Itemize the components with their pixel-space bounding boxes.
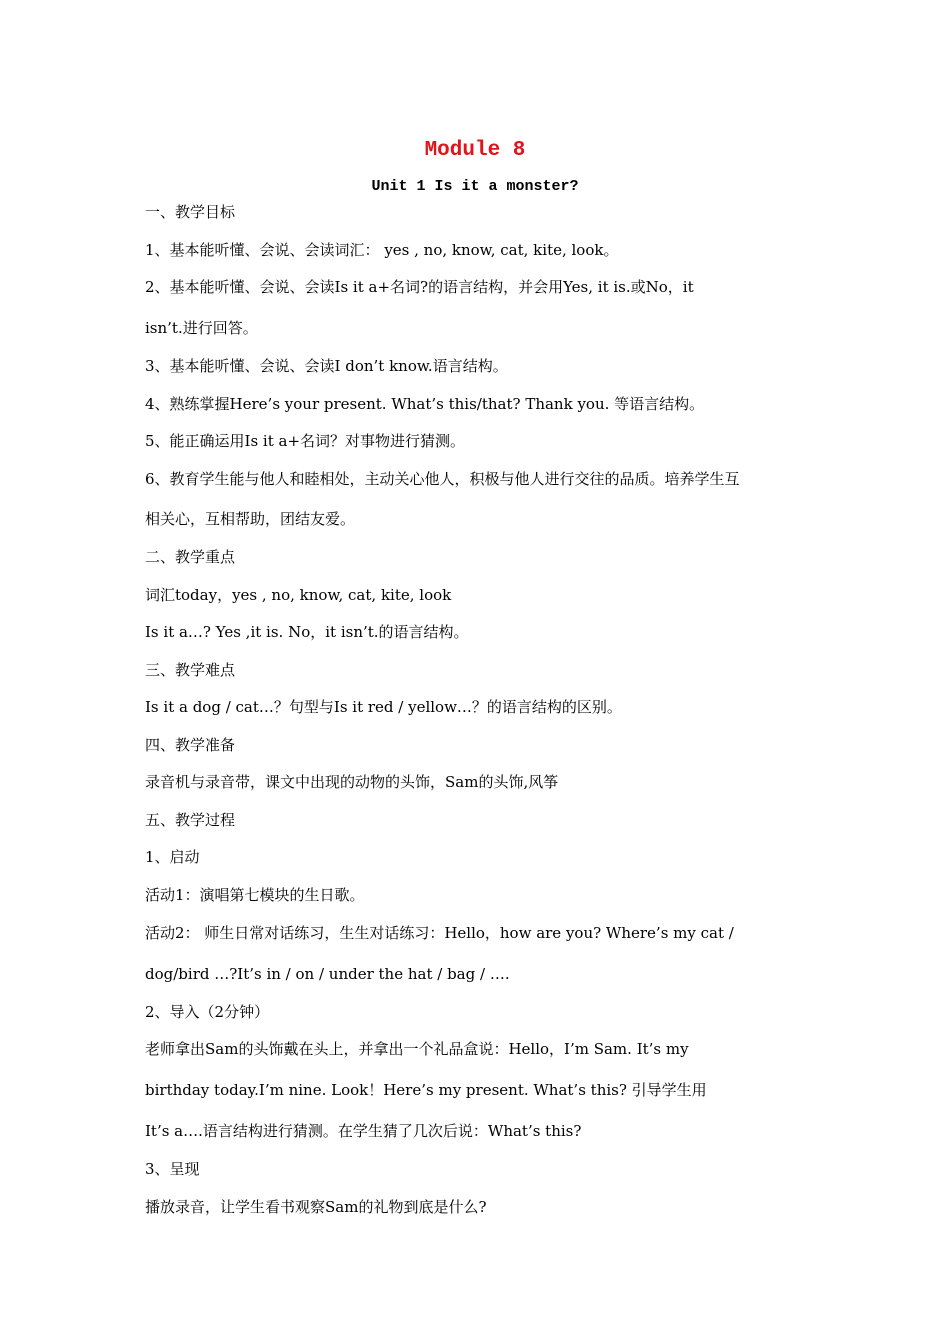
objective-item-4: 4、熟练掌握Here’s your present. What’s this/that? Thank you. 等语言结构。 xyxy=(145,395,705,413)
objective-item-2-continued: isn’t.进行回答。 xyxy=(145,319,258,337)
section-heading-objectives: 一、教学目标 xyxy=(145,203,236,221)
objective-item-5: 5、能正确运用Is it a+名词？对事物进行猜测。 xyxy=(145,432,466,450)
activity-1: 活动1：演唱第七模块的生日歌。 xyxy=(145,886,365,904)
key-point-vocabulary: 词汇today，yes , no, know, cat, kite, look xyxy=(145,586,452,604)
objective-item-1: 1、基本能听懂、会说、会读词汇： yes , no, know, cat, kite, look。 xyxy=(145,241,619,259)
section-heading-preparation: 四、教学准备 xyxy=(145,736,236,754)
activity-2: 活动2： 师生日常对话练习，生生对话练习：Hello，how are you? Where’s my cat / xyxy=(145,924,734,942)
objective-item-6-continued: 相关心，互相帮助，团结友爱。 xyxy=(145,510,356,528)
lead-in-paragraph-line-3: It’s a….语言结构进行猜测。在学生猜了几次后说：What’s this? xyxy=(145,1122,582,1140)
presentation-paragraph: 播放录音，让学生看书观察Sam的礼物到底是什么? xyxy=(145,1198,487,1216)
key-point-structure: Is it a…? Yes ,it is. No，it isn’t.的语言结构。 xyxy=(145,623,469,641)
section-heading-key-points: 二、教学重点 xyxy=(145,548,236,566)
lead-in-paragraph-line-2: birthday today.I’m nine. Look！Here’s my present. What’s this? 引导学生用 xyxy=(145,1081,707,1099)
difficulty-item: Is it a dog / cat…？句型与Is it red / yellow…？的语言结构的区别。 xyxy=(145,698,622,716)
process-step-2-heading: 2、导入（2分钟） xyxy=(145,1003,270,1021)
section-heading-difficulties: 三、教学难点 xyxy=(145,661,236,679)
lead-in-paragraph-line-1: 老师拿出Sam的头饰戴在头上，并拿出一个礼品盒说：Hello，I’m Sam. It’s my xyxy=(145,1040,689,1058)
module-title: Module 8 xyxy=(424,139,526,162)
section-heading-process: 五、教学过程 xyxy=(145,811,236,829)
activity-2-continued: dog/bird …?It’s in / on / under the hat / bag / …. xyxy=(145,965,510,983)
process-step-3-heading: 3、呈现 xyxy=(145,1160,200,1178)
objective-item-6: 6、教育学生能与他人和睦相处，主动关心他人，积极与他人进行交往的品质。培养学生互 xyxy=(145,470,740,488)
process-step-1-heading: 1、启动 xyxy=(145,848,200,866)
objective-item-2: 2、基本能听懂、会说、会读Is it a+名词?的语言结构，并会用Yes, it is.或No，it xyxy=(145,278,694,296)
preparation-item: 录音机与录音带，课文中出现的动物的头饰，Sam的头饰,风筝 xyxy=(145,773,559,791)
objective-item-3: 3、基本能听懂、会说、会读I don’t know.语言结构。 xyxy=(145,357,508,375)
unit-subtitle: Unit 1 Is it a monster? xyxy=(371,178,579,195)
